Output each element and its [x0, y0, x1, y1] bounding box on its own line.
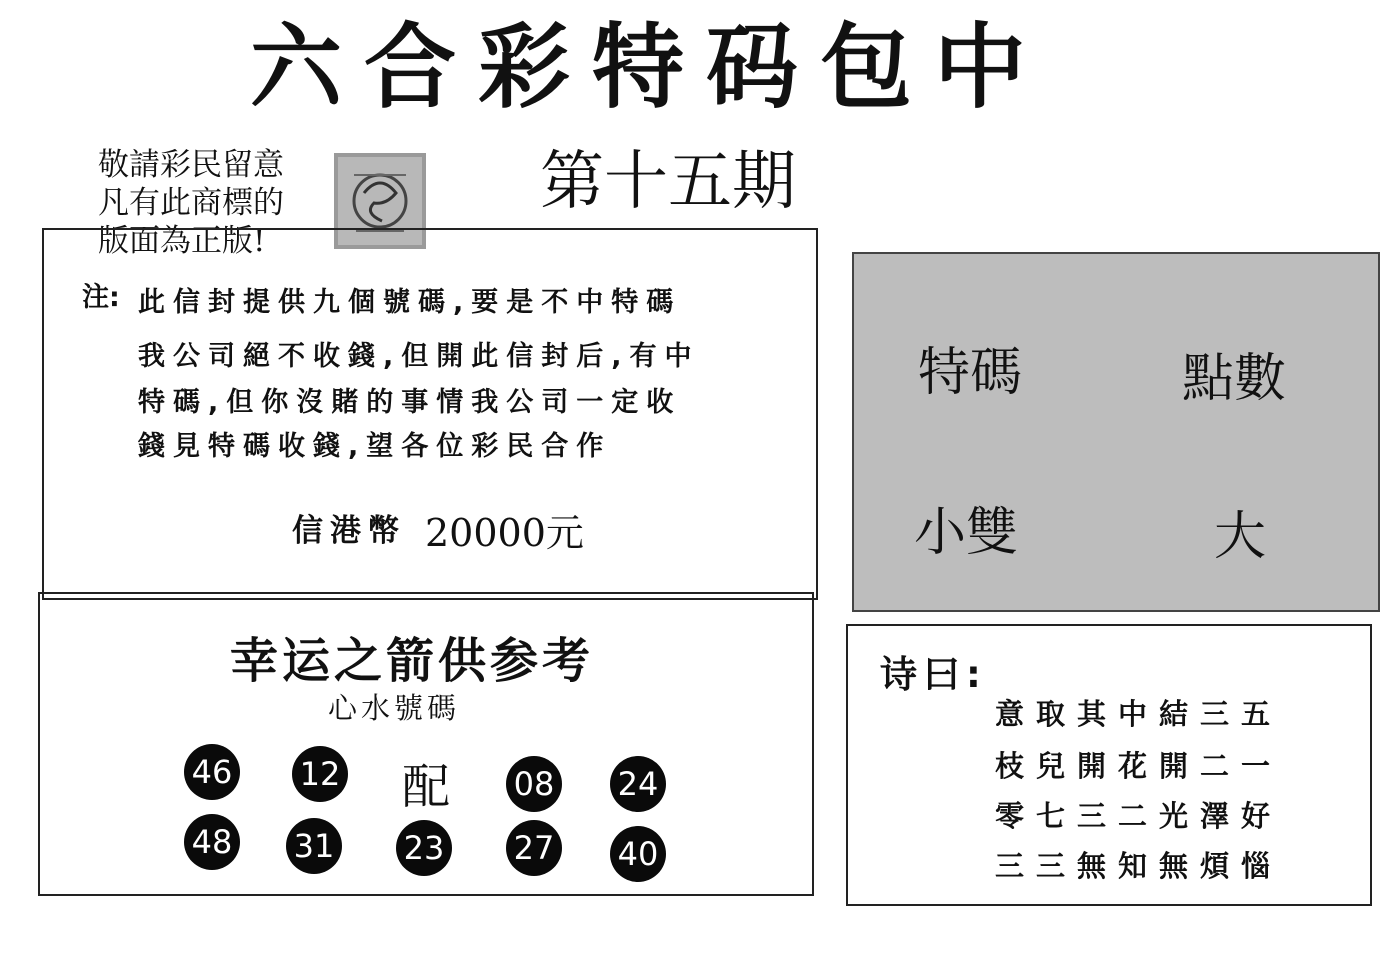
price-label: 信港幣: [292, 513, 406, 549]
lucky-title: 幸运之箭供参考: [230, 633, 595, 689]
hint-special-label: 特碼: [918, 343, 1023, 403]
notice-line: 敬請彩民留意: [98, 147, 284, 183]
poem-line: 零七三二光澤好: [995, 799, 1283, 833]
poem-line: 三三無知無煩惱: [995, 849, 1283, 883]
note-line: 此信封提供九個號碼,要是不中特碼: [138, 287, 682, 318]
pairing-label: 配: [402, 759, 451, 815]
poem-line: 意取其中結三五: [995, 697, 1283, 731]
issue-number: 第十五期: [540, 145, 796, 219]
hint-small-even: 小雙: [914, 503, 1019, 563]
number-ball: 23: [396, 820, 452, 876]
price-value: 20000元: [425, 511, 584, 555]
poem-line: 枝兒開花開二一: [995, 749, 1283, 783]
number-ball: 40: [610, 826, 666, 882]
number-ball: 31: [286, 818, 342, 874]
number-ball: 27: [506, 820, 562, 876]
note-line: 特碼,但你沒賭的事情我公司一定收: [138, 387, 682, 418]
notice-line: 版面為正版!: [98, 223, 266, 259]
note-line: 我公司絕不收錢,但開此信封后,有中: [138, 341, 700, 372]
page-title: 六合彩特码包中: [250, 14, 1049, 121]
hint-big: 大: [1214, 507, 1267, 567]
notice-line: 凡有此商標的: [98, 185, 284, 221]
number-ball: 24: [610, 756, 666, 812]
number-ball: 46: [184, 744, 240, 800]
note-line: 錢見特碼收錢,望各位彩民合作: [138, 431, 612, 462]
number-ball: 08: [506, 756, 562, 812]
lucky-subtitle: 心水號碼: [328, 691, 461, 725]
poem-label: 诗曰:: [880, 653, 987, 696]
number-ball: 12: [292, 746, 348, 802]
hint-points-label: 點數: [1182, 349, 1287, 409]
note-label: 注:: [82, 282, 120, 313]
number-ball: 48: [184, 814, 240, 870]
